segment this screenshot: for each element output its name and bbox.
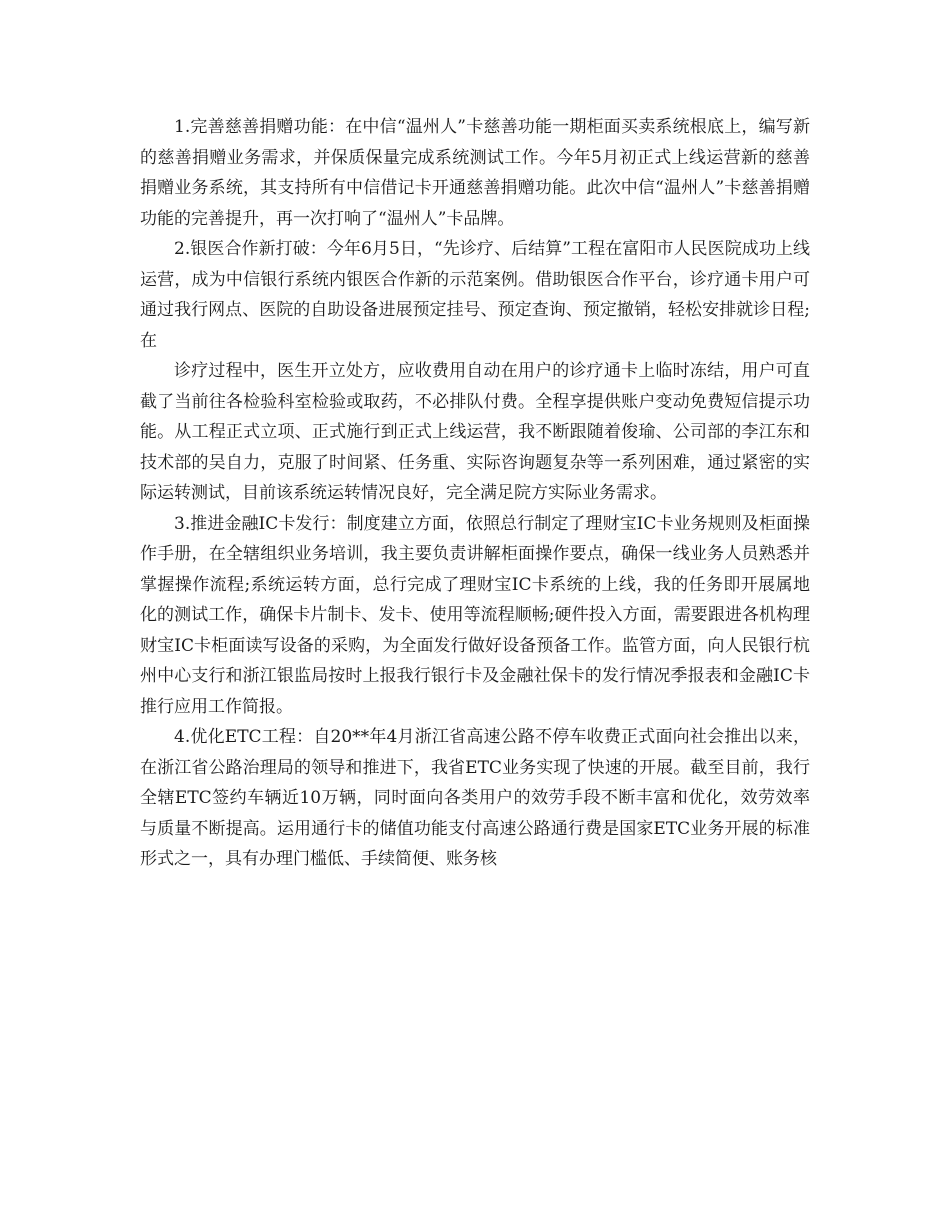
paragraph-treatment-process: 诊疗过程中，医生开立处方，应收费用自动在用户的诊疗通卡上临时冻结，用户可直截了当前往各检验科室检验或取药，不必排队付费。全程享提供账户变动免费短信提示功能。从工程正式立项、正式施行到正式上线运营，我不断跟随着俊瑜、公司部的李江东和技术部的吴自力，克服了时间紧、任务重、实际咨询题复杂等一系列困难，通过紧密的实际运转测试，目前该系统运转情况良好，完全满足院方实际业务需求。 [140, 361, 810, 503]
document-body [140, 112, 810, 875]
paragraph-financial-ic-card: 3.推进金融IC卡发行：制度建立方面，依照总行制定了理财宝IC卡业务规则及柜面操作手册，在全辖组织业务培训，我主要负责讲解柜面操作要点，确保一线业务人员熟悉并掌握操作流程;系统运转方面，总行完成了理财宝IC卡系统的上线，我的任务即开展属地化的测试工作，确保卡片制卡、发卡、使用等流程顺畅;硬件投入方面，需要跟进各机构理财宝IC卡柜面读写设备的采购，为全面发行做好设备预备工作。监管方面，向人民银行杭州中心支行和浙江银监局按时上报我行银行卡及金融社保卡的发行情况季报表和金融IC卡推行应用工作简报。 [140, 513, 810, 717]
paragraph-charity-donation: 1.完善慈善捐赠功能：在中信“温州人”卡慈善功能一期柜面买卖系统根底上，编写新的慈善捐赠业务需求，并保质保量完成系统测试工作。今年5月初正式上线运营新的慈善捐赠业务系统，其支持所有中信借记卡开通慈善捐赠功能。此次中信“温州人”卡慈善捐赠功能的完善提升，再一次打响了“温州人”卡品牌。 [140, 117, 810, 229]
paragraph-bank-hospital-cooperation: 2.银医合作新打破：今年6月5日，“先诊疗、后结算”工程在富阳市人民医院成功上线运营，成为中信银行系统内银医合作新的示范案例。借助银医合作平台，诊疗通卡用户可通过我行网点、医院的自助设备进展预定挂号、预定查询、预定撤销，轻松安排就诊日程;在 [140, 239, 810, 351]
paragraph-etc-project: 4.优化ETC工程：自20**年4月浙江省高速公路不停车收费正式面向社会推出以来，在浙江省公路治理局的领导和推进下，我省ETC业务实现了快速的开展。截至目前，我行全辖ETC签约车辆近10万辆，同时面向各类用户的效劳手段不断丰富和优化，效劳效率与质量不断提高。运用通行卡的储值功能支付高速公路通行费是国家ETC业务开展的标准形式之一，具有办理门槛低、手续简便、账务核 [140, 727, 810, 869]
